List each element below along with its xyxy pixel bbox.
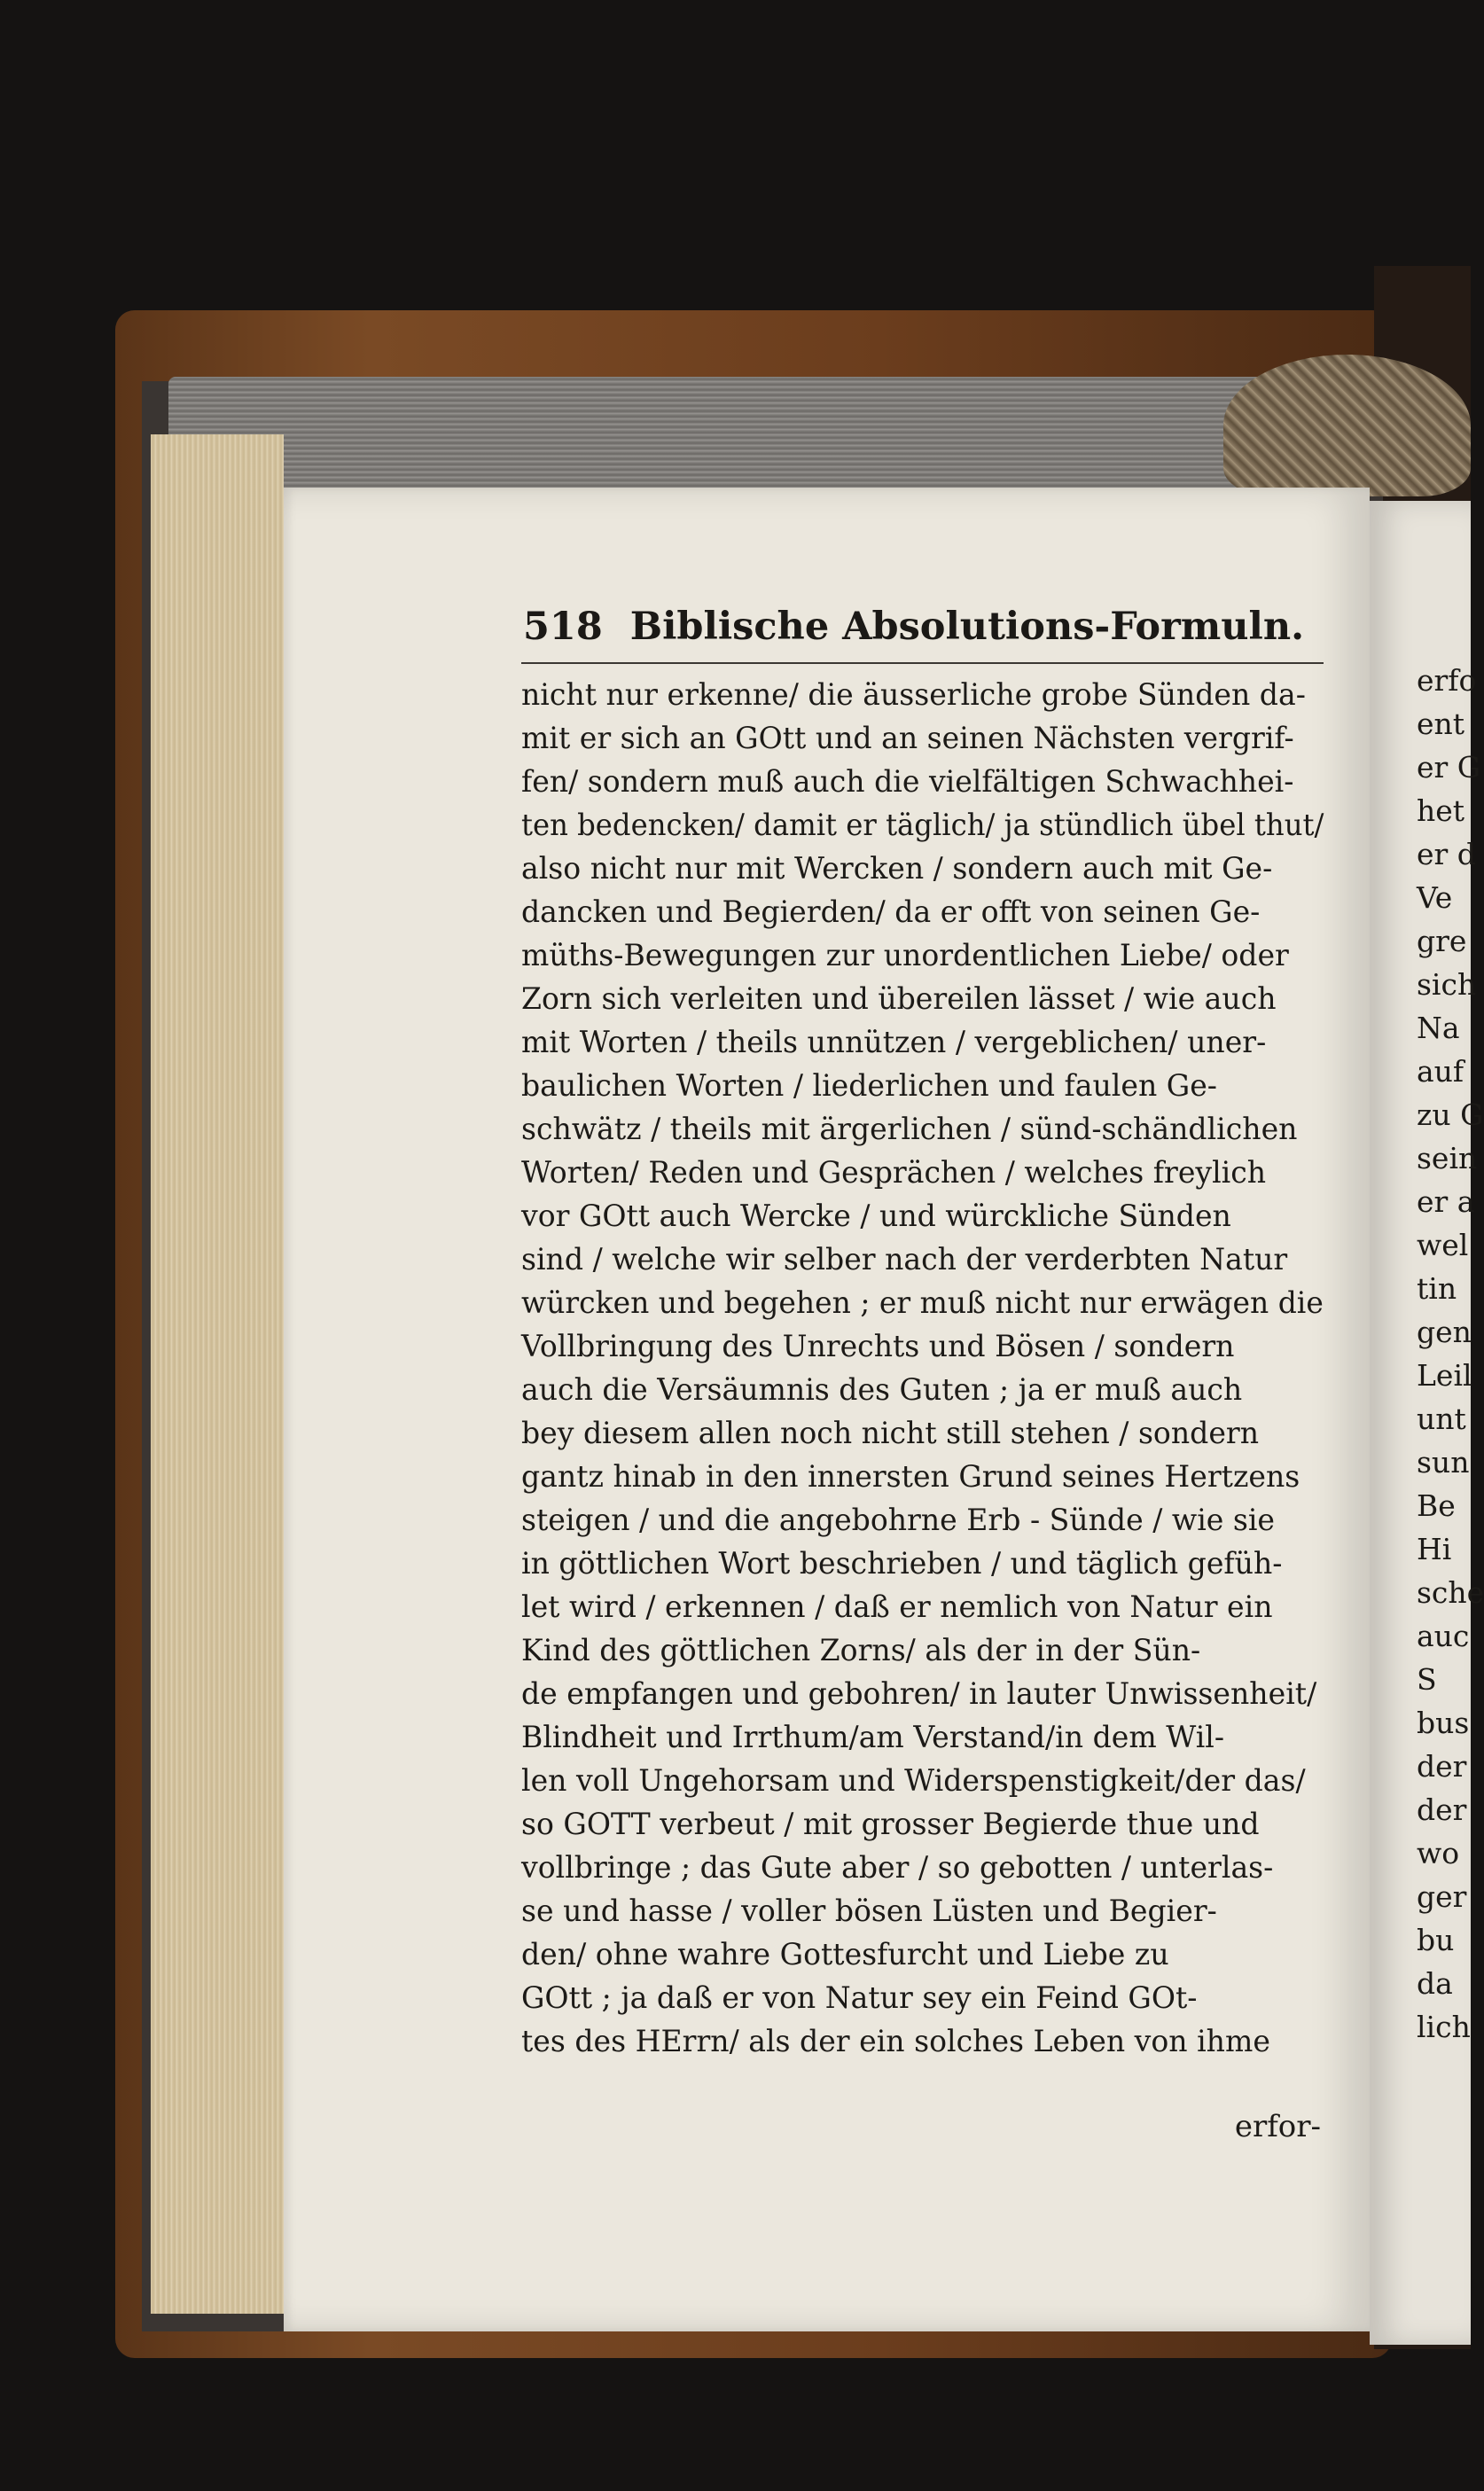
text-line: steigen / und die angebohrne Erb - Sünde / wie sie bbox=[521, 1503, 1276, 1538]
text-line: Blindheit und Irrthum/am Verstand/in dem Wil- bbox=[521, 1720, 1225, 1755]
text-line: vor GOtt auch Wercke / und würckliche Sünden bbox=[521, 1199, 1231, 1234]
facing-text-line: auc bbox=[1417, 1619, 1470, 1653]
body-text bbox=[521, 674, 1346, 2064]
text-line: schwätz / theils mit ärgerlichen / sünd-schändlichen bbox=[521, 1112, 1298, 1147]
text-line: auch die Versäumnis des Guten ; ja er muß auch bbox=[521, 1372, 1243, 1408]
text-line: würcken und begehen ; er muß nicht nur erwägen die bbox=[521, 1285, 1324, 1321]
facing-text-line: sein bbox=[1417, 1141, 1478, 1175]
text-line: mit er sich an GOtt und an seinen Nächsten vergrif- bbox=[521, 721, 1294, 756]
text-line: sind / welche wir selber nach der verderbten Natur bbox=[521, 1242, 1288, 1277]
text-line: in göttlichen Wort beschrieben / und täglich gefüh- bbox=[521, 1546, 1283, 1581]
text-line: ten bedencken/ damit er täglich/ ja stündlich übel thut/ bbox=[521, 808, 1324, 843]
spine-cord bbox=[1223, 355, 1471, 496]
facing-text-line: ger bbox=[1417, 1879, 1467, 1914]
facing-text-line: wel bbox=[1417, 1228, 1469, 1262]
facing-text-line: tin bbox=[1417, 1271, 1457, 1306]
text-line: Zorn sich verleiten und übereilen lässet / wie auch bbox=[521, 981, 1277, 1017]
text-line: vollbringe ; das Gute aber / so gebotten / unterlas- bbox=[521, 1850, 1274, 1886]
text-line: also nicht nur mit Wercken / sondern auch mit Ge- bbox=[521, 851, 1273, 886]
text-line: tes des HErrn/ als der ein solches Leben von ihme bbox=[521, 2024, 1270, 2059]
text-line: bey diesem allen noch nicht still stehen / sondern bbox=[521, 1416, 1260, 1451]
facing-text-line: auf bbox=[1417, 1054, 1464, 1089]
text-line: nicht nur erkenne/ die äusserliche grobe Sünden da- bbox=[521, 677, 1306, 713]
text-line: den/ ohne wahre Gottesfurcht und Liebe zu bbox=[521, 1937, 1169, 1972]
page-edges-top bbox=[168, 377, 1374, 492]
text-line: Kind des göttlichen Zorns/ als der in der Sün- bbox=[521, 1633, 1201, 1668]
text-line: Worten/ Reden und Gesprächen / welches freylich bbox=[521, 1155, 1267, 1191]
facing-text-line: gen bbox=[1417, 1315, 1472, 1349]
header-rule bbox=[521, 662, 1324, 664]
facing-text-line: er a bbox=[1417, 1184, 1475, 1219]
facing-text-line: er d bbox=[1417, 837, 1476, 871]
facing-text-line: erfo bbox=[1417, 663, 1477, 698]
facing-text-line: sich bbox=[1417, 967, 1477, 1002]
text-line: so GOTT verbeut / mit grosser Begierde thue und bbox=[521, 1807, 1260, 1842]
text-line: Vollbringung des Unrechts und Bösen / sondern bbox=[521, 1329, 1235, 1364]
text-line: müths-Bewegungen zur unordentlichen Liebe/ oder bbox=[521, 938, 1289, 973]
facing-text-line: der bbox=[1417, 1792, 1467, 1827]
facing-text-line: Ve bbox=[1417, 880, 1453, 915]
text-line: gantz hinab in den innersten Grund seines Hertzens bbox=[521, 1459, 1300, 1495]
text-line: len voll Ungehorsam und Widerspenstigkeit/der das/ bbox=[521, 1763, 1306, 1799]
facing-text-line: Leil bbox=[1417, 1358, 1472, 1393]
facing-text-line: der bbox=[1417, 1749, 1467, 1784]
facing-text-line: Na bbox=[1417, 1011, 1460, 1045]
facing-text-line: S bbox=[1417, 1662, 1437, 1697]
facing-text-line: bus bbox=[1417, 1706, 1470, 1740]
facing-text-line: ent bbox=[1417, 707, 1465, 741]
text-line: GOtt ; ja daß er von Natur sey ein Feind GOt- bbox=[521, 1980, 1198, 2016]
facing-text-line: Hi bbox=[1417, 1532, 1452, 1566]
text-line: baulichen Worten / liederlichen und faulen Ge- bbox=[521, 1068, 1217, 1104]
facing-text-line: er G bbox=[1417, 750, 1481, 785]
facing-text-line: wo bbox=[1417, 1836, 1460, 1870]
facing-text-line: zu G bbox=[1417, 1097, 1484, 1132]
facing-text-line: het bbox=[1417, 793, 1465, 828]
page-edges-left bbox=[151, 434, 284, 2314]
facing-text-line: da bbox=[1417, 1966, 1453, 2001]
facing-text-line: unt bbox=[1417, 1402, 1466, 1436]
facing-page-text bbox=[1417, 659, 1484, 2049]
facing-text-line: sun bbox=[1417, 1445, 1470, 1480]
facing-text-line: sche bbox=[1417, 1575, 1484, 1610]
text-line: de empfangen und gebohren/ in lauter Unwissenheit/ bbox=[521, 1676, 1317, 1712]
running-title: Biblische Absolutions-Formuln. bbox=[629, 605, 1305, 649]
text-line: let wird / erkennen / daß er nemlich von Natur ein bbox=[521, 1589, 1273, 1625]
facing-text-line: gre bbox=[1417, 924, 1467, 958]
catchword: erfor- bbox=[1234, 2109, 1321, 2144]
text-line: mit Worten / theils unnützen / vergeblichen/ uner- bbox=[521, 1025, 1267, 1060]
page-header bbox=[523, 594, 1339, 660]
page-number: 518 bbox=[523, 605, 603, 649]
text-line: fen/ sondern muß auch die vielfältigen Schwachhei- bbox=[521, 764, 1294, 800]
text-line: dancken und Begierden/ da er offt von seinen Ge- bbox=[521, 894, 1261, 930]
facing-text-line: bu bbox=[1417, 1923, 1455, 1957]
facing-text-line: Be bbox=[1417, 1488, 1456, 1523]
facing-text-line: lich bbox=[1417, 2010, 1471, 2044]
text-line: se und hasse / voller bösen Lüsten und Begier- bbox=[521, 1894, 1217, 1929]
